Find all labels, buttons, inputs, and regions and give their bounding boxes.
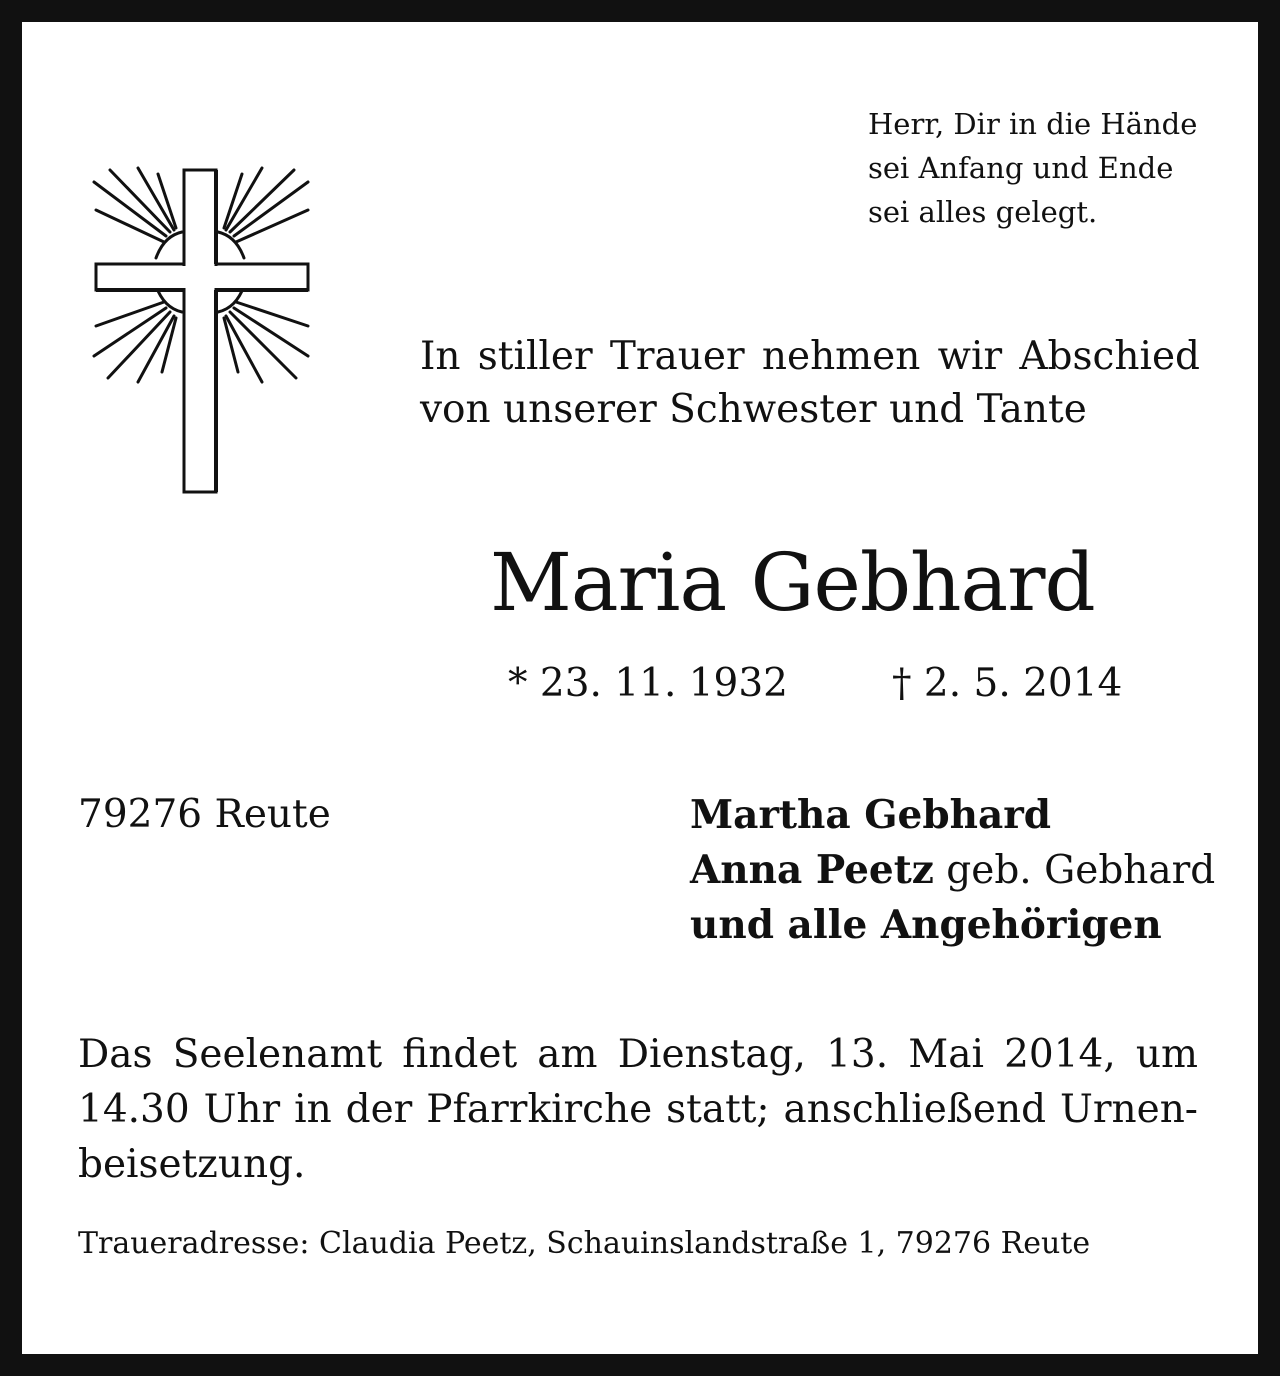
mourning-intro bbox=[420, 330, 1200, 436]
service-line-2: 14.30 Uhr in der Pfarrkirche statt; anschließend Urnen- bbox=[78, 1087, 1198, 1132]
birth-date: * 23. 11. 1932 bbox=[508, 661, 788, 706]
death-date: † 2. 5. 2014 bbox=[892, 661, 1123, 706]
mourner-2-maiden: geb. Gebhard bbox=[933, 848, 1216, 893]
intro-line-2: von unserer Schwester und Tante bbox=[420, 387, 1087, 432]
verse-line-3: sei alles gelegt. bbox=[868, 195, 1098, 229]
mourning-address: Traueradresse: Claudia Peetz, Schauinslandstraße 1, 79276 Reute bbox=[78, 1226, 1091, 1261]
mourner-1: Martha Gebhard bbox=[690, 792, 1052, 838]
intro-line-1: In stiller Trauer nehmen wir Abschied bbox=[420, 334, 1200, 379]
verse-line-1: Herr, Dir in die Hände bbox=[868, 107, 1198, 141]
mourner-3: und alle Angehörigen bbox=[690, 902, 1162, 948]
deceased-name: Maria Gebhard bbox=[490, 536, 1095, 629]
verse-line-2: sei Anfang und Ende bbox=[868, 151, 1174, 185]
mourner-2-name: Anna Peetz bbox=[690, 847, 934, 893]
radiant-cross-icon bbox=[86, 160, 318, 504]
life-dates bbox=[508, 656, 1228, 712]
service-notice bbox=[78, 1027, 1198, 1192]
cross-shape bbox=[96, 170, 308, 492]
place-of-residence: 79276 Reute bbox=[78, 792, 331, 837]
service-line-1: Das Seelenamt findet am Dienstag, 13. Mai 2014, um bbox=[78, 1032, 1198, 1077]
bible-verse bbox=[868, 102, 1228, 234]
service-line-3: beisetzung. bbox=[78, 1142, 306, 1187]
mourners-list bbox=[690, 788, 1216, 953]
